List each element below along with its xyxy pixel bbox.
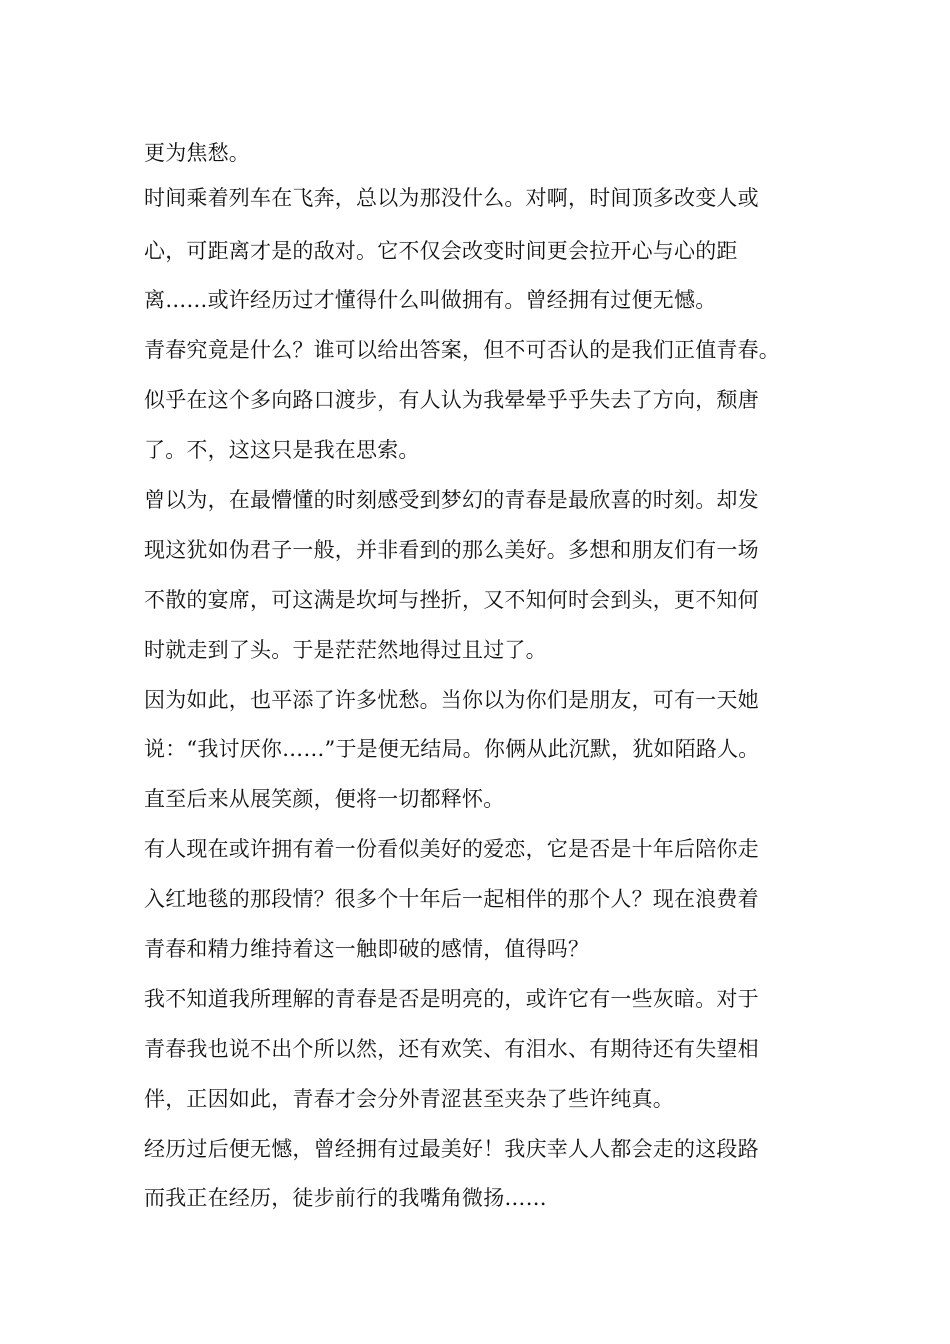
text-line: 经历过后便无憾，曾经拥有过最美好！我庆幸人人都会走的这段路: [144, 1137, 759, 1161]
text-line: 时就走到了头。于是茫茫然地得过且过了。: [144, 638, 547, 662]
text-line: 曾以为，在最懵懂的时刻感受到梦幻的青春是最欣喜的时刻。却发: [144, 488, 759, 512]
text-line: 似乎在这个多向路口渡步，有人认为我晕晕乎乎失去了方向，颓唐: [144, 388, 759, 412]
text-line: 更为焦愁。: [144, 141, 250, 165]
text-line: 时间乘着列车在飞奔，总以为那没什么。对啊，时间顶多改变人或: [144, 186, 759, 210]
text-line: 直至后来从展笑颜，便将一切都释怀。: [144, 787, 505, 811]
text-line: 说：“我讨厌你……”于是便无结局。你俩从此沉默，犹如陌路人。: [144, 737, 760, 761]
text-line: 伴，正因如此，青春才会分外青涩甚至夹杂了些许纯真。: [144, 1087, 674, 1111]
text-line: 青春我也说不出个所以然，还有欢笑、有泪水、有期待还有失望相: [144, 1037, 759, 1061]
text-line: 入红地毯的那段情？很多个十年后一起相伴的那个人？现在浪费着: [144, 887, 759, 911]
text-line: 青春究竟是什么？谁可以给出答案，但不可否认的是我们正值青春。: [144, 338, 780, 362]
text-line: 我不知道我所理解的青春是否是明亮的，或许它有一些灰暗。对于: [144, 987, 759, 1011]
text-line: 心，可距离才是的敌对。它不仅会改变时间更会拉开心与心的距: [144, 239, 738, 263]
text-line: 离……或许经历过才懂得什么叫做拥有。曾经拥有过便无憾。: [144, 288, 717, 312]
text-line: 而我正在经历，徒步前行的我嘴角微扬……: [144, 1186, 547, 1210]
text-line: 了。不，这这只是我在思索。: [144, 438, 420, 462]
text-line: 因为如此，也平添了许多忧愁。当你以为你们是朋友，可有一天她: [144, 688, 759, 712]
text-line: 现这犹如伪君子一般，并非看到的那么美好。多想和朋友们有一场: [144, 538, 759, 562]
text-line: 不散的宴席，可这满是坎坷与挫折，又不知何时会到头，更不知何: [144, 588, 759, 612]
text-line: 青春和精力维持着这一触即破的感情，值得吗？: [144, 937, 590, 961]
text-line: 有人现在或许拥有着一份看似美好的爱恋，它是否是十年后陪你走: [144, 837, 759, 861]
